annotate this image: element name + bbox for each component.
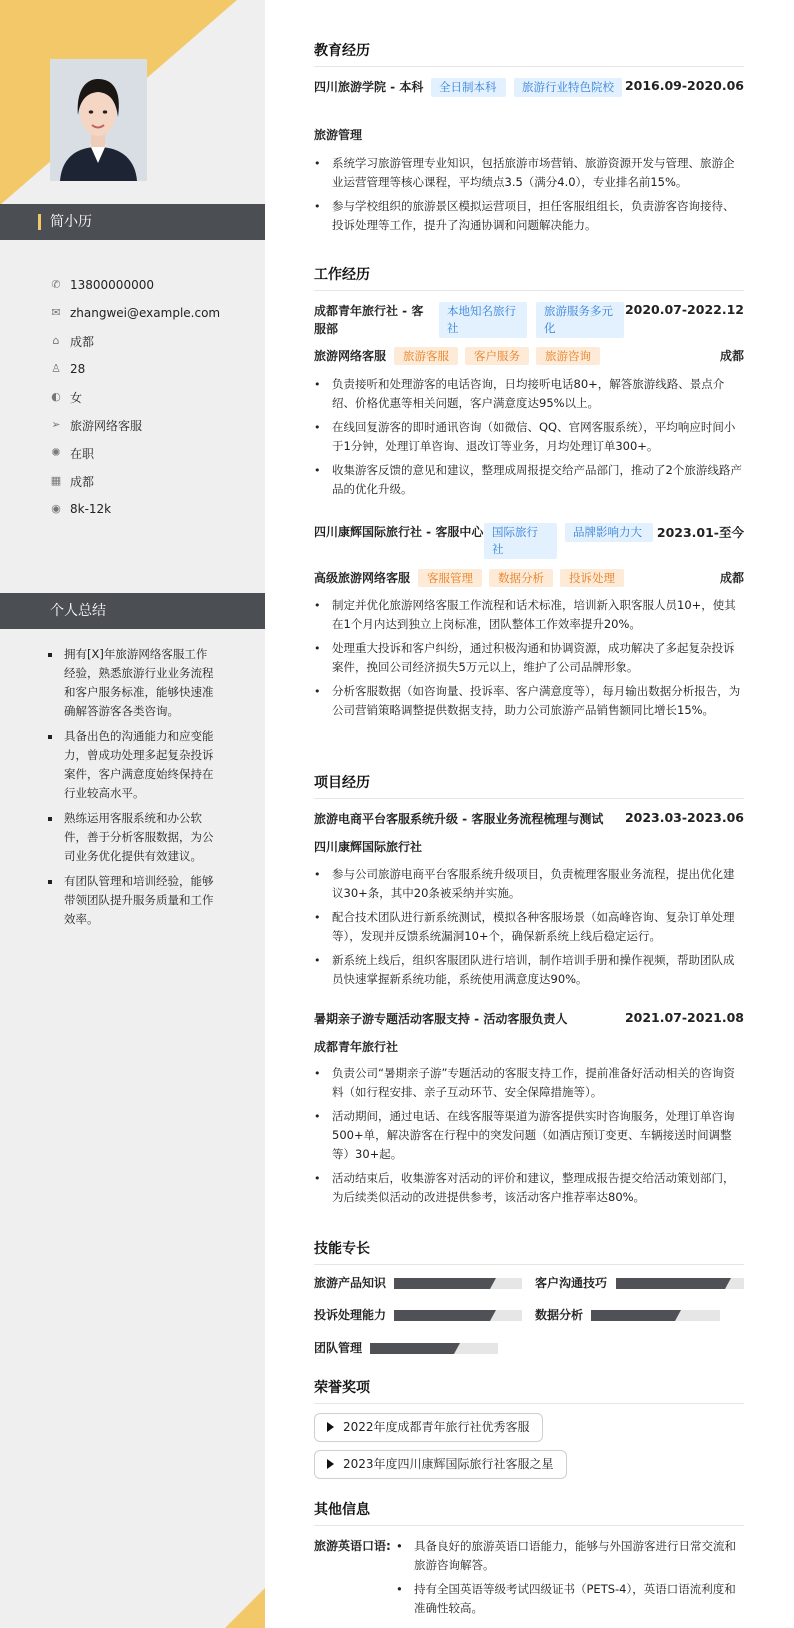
- skill-row: [314, 1275, 522, 1291]
- skill-name: 客户沟通技巧: [535, 1276, 608, 1290]
- bullet-item: • 收集游客反馈的意见和建议，整理成周报提交给产品部门，推动了2个旅游线路产品的优化升级。: [314, 461, 744, 499]
- contact-info-item: [50, 439, 260, 467]
- sidebar: [0, 0, 265, 1628]
- skill-level-bar: [591, 1310, 675, 1321]
- bullet-item: • 配合技术团队进行新系统测试，模拟各种客服场景（如高峰咨询、复杂订单处理等），发现并反馈系统漏洞10+个，确保新系统上线后稳定运行。: [314, 908, 744, 946]
- bullet-item: • 处理重大投诉和客户纠纷，通过积极沟通和协调资源，成功解决了多起复杂投诉案件，挽回公司经济损失5万元以上，维护了公司品牌形象。: [314, 639, 744, 677]
- city-icon: ▦: [50, 474, 62, 487]
- project-date: 2023.03-2023.06: [624, 810, 744, 825]
- job-role: 高级旅游网络客服: [314, 571, 411, 585]
- education-tag: 全日制本科: [431, 78, 506, 97]
- education-date: 2016.09-2020.06: [624, 78, 744, 93]
- skill-level-bar: [370, 1343, 454, 1354]
- other-item: • 持有全国英语等级考试四级证书（PETS-4），英语口语流利度和准确性较高。: [396, 1580, 744, 1618]
- job-role-row: [314, 347, 744, 365]
- job-tag: 国际旅行社: [484, 523, 557, 559]
- skill-name: 数据分析: [535, 1308, 584, 1322]
- summary-item: 熟练运用客服系统和办公软件，善于分析客服数据，为公司业务优化提供有效建议。: [48, 809, 218, 866]
- home-icon: ⌂: [52, 334, 60, 347]
- project-entry-header: [314, 1010, 744, 1028]
- contact-info-list: [50, 271, 260, 523]
- major-name: 旅游管理: [314, 128, 363, 142]
- contact-info-value: 8k-12k: [70, 502, 112, 516]
- job-bullets: [314, 596, 744, 725]
- job-role: 旅游网络客服: [314, 349, 387, 363]
- contact-info-item: [50, 355, 260, 383]
- contact-info-value: 13800000000: [70, 278, 154, 292]
- work-section-title: 工作经历: [314, 264, 744, 291]
- skill-level-bar: [394, 1310, 490, 1321]
- gender-icon: ◐: [51, 390, 61, 403]
- contact-info-value: 在职: [70, 446, 95, 461]
- contact-info-value: zhangwei@example.com: [70, 306, 221, 320]
- contact-info-item: [50, 495, 260, 523]
- education-entry-header: [314, 78, 744, 114]
- summary-list: [48, 645, 218, 935]
- role-tag: 旅游咨询: [536, 347, 600, 365]
- school-name: 四川旅游学院 - 本科: [314, 80, 424, 94]
- avatar-portrait-image: [50, 59, 147, 181]
- bullet-item: • 新系统上线后，组织客服团队进行培训，制作培训手册和操作视频，帮助团队成员快速掌握新系统功能，系统使用满意度达90%。: [314, 951, 744, 989]
- mail-icon: ✉: [51, 306, 61, 319]
- project-date: 2021.07-2021.08: [624, 1010, 744, 1025]
- bullet-item: • 参与学校组织的旅游景区模拟运营项目，担任客服组组长，负责游客咨询接待、投诉处理等工作，提升了沟通协调和问题解决能力。: [314, 197, 744, 235]
- other-section-title: 其他信息: [314, 1499, 744, 1526]
- contact-info-item: [50, 467, 260, 495]
- skill-row: [314, 1340, 498, 1356]
- phone-icon: ✆: [51, 278, 61, 291]
- skill-name: 团队管理: [314, 1341, 363, 1355]
- bullet-item: • 活动结束后，收集游客对活动的评价和建议，整理成报告提交给活动策划部门，为后续类似活动的改进提供参考，该活动客户推荐率达80%。: [314, 1169, 744, 1207]
- role-tag: 旅游客服: [394, 347, 458, 365]
- contact-info-item: [50, 271, 260, 299]
- other-item: • 具备良好的旅游英语口语能力，能够与外国游客进行日常交流和旅游咨询解答。: [396, 1537, 744, 1575]
- bullet-item: • 在线回复游客的即时通讯咨询（如微信、QQ、官网客服系统），平均响应时间小于1分钟，处理订单咨询、退改订等业务，月均处理订单300+。: [314, 418, 744, 456]
- skill-track: [394, 1310, 522, 1321]
- summary-section-title: 个人总结: [0, 593, 265, 629]
- skill-name: 投诉处理能力: [314, 1308, 387, 1322]
- job-role-row: [314, 569, 744, 587]
- skill-row: [535, 1307, 720, 1323]
- triangle-icon: [327, 1422, 334, 1432]
- role-tag: 数据分析: [489, 569, 553, 587]
- job-date: 2020.07-2022.12: [624, 302, 744, 317]
- skill-name: 旅游产品知识: [314, 1276, 387, 1290]
- project-entry-header: [314, 810, 744, 828]
- project-title: 暑期亲子游专题活动客服支持 - 活动客服负责人: [314, 1012, 568, 1026]
- profile-section-title: 简小历: [0, 204, 265, 240]
- role-tag: 客户服务: [465, 347, 529, 365]
- role-tag: 客服管理: [418, 569, 482, 587]
- education-bullets: [314, 154, 744, 240]
- project-bullets: [314, 865, 744, 994]
- bullet-item: • 系统学习旅游管理专业知识，包括旅游市场营销、旅游资源开发与管理、旅游企业运营管理等核心课程，平均绩点3.5（满分4.0），专业排名前15%。: [314, 154, 744, 192]
- skill-row: [314, 1307, 522, 1323]
- age-icon: ♙: [51, 362, 61, 375]
- salary-icon: ◉: [51, 502, 61, 515]
- awards-section-title: 荣誉奖项: [314, 1377, 744, 1404]
- contact-info-value: 成都: [70, 334, 95, 349]
- avatar: [50, 59, 147, 181]
- education-section-title: 教育经历: [314, 40, 744, 67]
- bullet-item: • 负责公司“暑期亲子游”专题活动的客服支持工作，提前准备好活动相关的咨询资料（如行程安排、亲子互动环节、安全保障措施等）。: [314, 1064, 744, 1102]
- send-icon: ➢: [51, 418, 61, 431]
- contact-info-item: [50, 383, 260, 411]
- summary-item: 拥有[X]年旅游网络客服工作经验，熟悉旅游行业业务流程和客户服务标准，能够快速准确解答游客各类咨询。: [48, 645, 218, 721]
- contact-info-item: [50, 299, 260, 327]
- skill-track: [370, 1343, 498, 1354]
- title-accent-bar: [38, 214, 41, 230]
- role-tag: 投诉处理: [560, 569, 624, 587]
- skill-level-bar: [616, 1278, 725, 1289]
- contact-info-item: [50, 411, 260, 439]
- summary-item: 具备出色的沟通能力和应变能力，曾成功处理多起复杂投诉案件，客户满意度始终保持在行业较高水平。: [48, 727, 218, 803]
- skill-row: [535, 1275, 744, 1291]
- triangle-icon: [327, 1459, 334, 1469]
- other-list: [396, 1537, 744, 1623]
- project-bullets: [314, 1064, 744, 1212]
- job-tag: 旅游服务多元化: [536, 302, 624, 338]
- bullet-item: • 负责接听和处理游客的电话咨询，日均接听电话80+，解答旅游线路、景点介绍、价格优惠等相关问题，客户满意度达95%以上。: [314, 375, 744, 413]
- job-entry-header: [314, 523, 744, 559]
- skill-track: [394, 1278, 522, 1289]
- contact-info-value: 28: [70, 362, 86, 376]
- projects-section-title: 项目经历: [314, 772, 744, 799]
- other-label: 旅游英语口语:: [314, 1539, 391, 1553]
- bullet-item: • 分析客服数据（如咨询量、投诉率、客户满意度等），每月输出数据分析报告，为公司营销策略调整提供数据支持，助力公司旅游产品销售额同比增长15%。: [314, 682, 744, 720]
- job-city: 成都: [719, 349, 744, 363]
- corner-decoration: [225, 1588, 265, 1628]
- project-org: 成都青年旅行社: [314, 1040, 399, 1054]
- skill-track: [591, 1310, 720, 1321]
- status-icon: ✺: [51, 446, 61, 459]
- job-tag: 品牌影响力大: [565, 523, 653, 542]
- job-tag: 本地知名旅行社: [439, 302, 527, 338]
- job-date: 2023.01-至今: [656, 525, 744, 540]
- bullet-item: • 制定并优化旅游网络客服工作流程和话术标准，培训新入职客服人员10+，使其在1个月内达到独立上岗标准，团队整体工作效率提升20%。: [314, 596, 744, 634]
- award-item: 2022年度成都青年旅行社优秀客服: [314, 1413, 543, 1442]
- contact-info-item: [50, 327, 260, 355]
- job-entry-header: [314, 302, 744, 338]
- job-city: 成都: [719, 571, 744, 585]
- skill-track: [616, 1278, 744, 1289]
- bullet-item: • 参与公司旅游电商平台客服系统升级项目，负责梳理客服业务流程，提出优化建议30+条，其中20条被采纳并实施。: [314, 865, 744, 903]
- contact-info-value: 成都: [70, 474, 95, 489]
- skill-level-bar: [394, 1278, 490, 1289]
- skills-section-title: 技能专长: [314, 1238, 744, 1265]
- project-title: 旅游电商平台客服系统升级 - 客服业务流程梳理与测试: [314, 812, 604, 826]
- job-org: 成都青年旅行社 - 客服部: [314, 304, 424, 336]
- job-org: 四川康辉国际旅行社 - 客服中心: [314, 525, 484, 539]
- summary-item: 有团队管理和培训经验，能够带领团队提升服务质量和工作效率。: [48, 872, 218, 929]
- contact-info-value: 女: [70, 390, 83, 405]
- contact-info-value: 旅游网络客服: [70, 418, 143, 433]
- award-item: 2023年度四川康辉国际旅行社客服之星: [314, 1450, 567, 1479]
- job-bullets: [314, 375, 744, 504]
- education-tag: 旅游行业特色院校: [514, 78, 622, 97]
- project-org: 四川康辉国际旅行社: [314, 840, 423, 854]
- bullet-item: • 活动期间，通过电话、在线客服等渠道为游客提供实时咨询服务，处理订单咨询500+单，解决游客在行程中的突发问题（如酒店预订变更、车辆接送时间调整等）30+起。: [314, 1107, 744, 1164]
